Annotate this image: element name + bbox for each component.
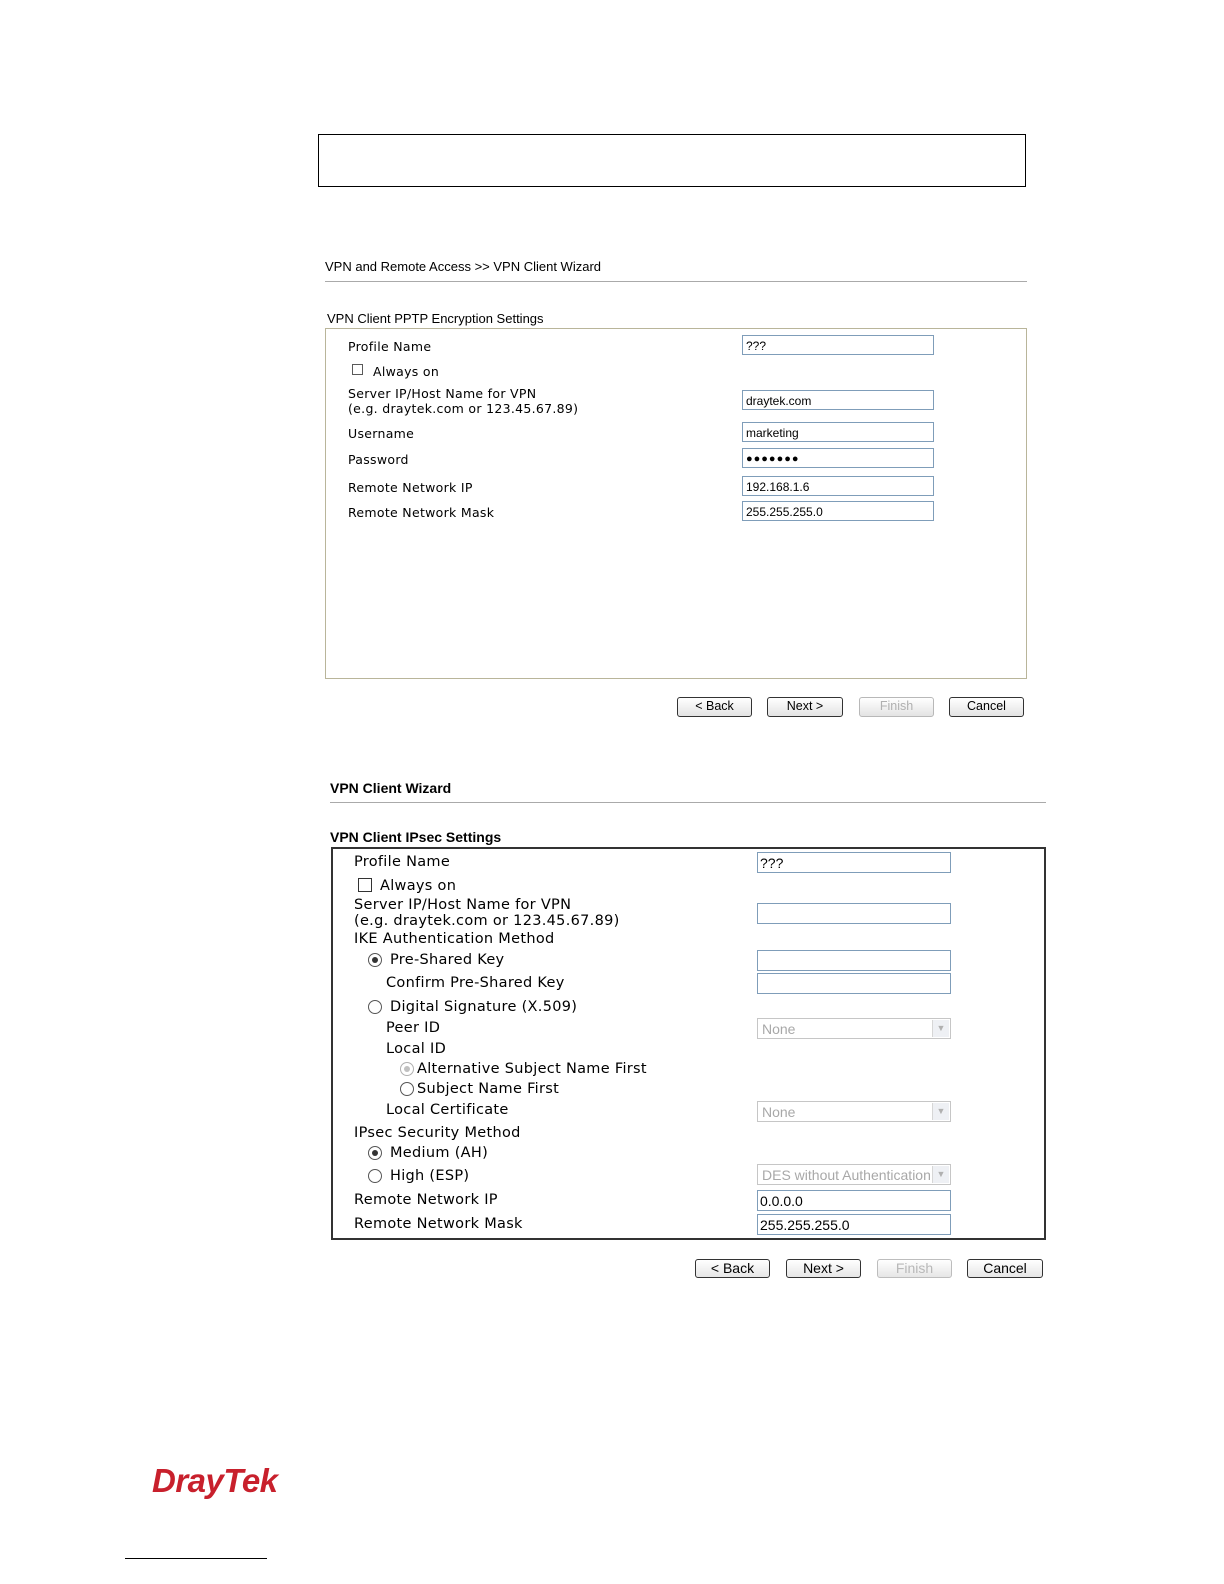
digital-signature-label: Digital Signature (X.509) <box>390 999 578 1015</box>
confirm-psk-label: Confirm Pre-Shared Key <box>386 975 565 991</box>
breadcrumb-divider <box>330 802 1046 803</box>
profile-name-input[interactable]: ??? <box>742 335 934 355</box>
finish-button[interactable]: Finish <box>859 697 934 717</box>
alt-subject-label: Alternative Subject Name First <box>417 1061 647 1077</box>
server-label: Server IP/Host Name for VPN <box>348 386 537 401</box>
peer-id-select[interactable] <box>757 1018 951 1039</box>
peer-id-label: Peer ID <box>386 1020 441 1036</box>
alt-subject-radio[interactable] <box>400 1062 414 1076</box>
server-hint: (e.g. draytek.com or 123.45.67.89) <box>348 401 579 416</box>
confirm-psk-input[interactable] <box>757 973 951 994</box>
subject-name-label: Subject Name First <box>417 1081 560 1097</box>
remote-ip-input[interactable]: 192.168.1.6 <box>742 476 934 496</box>
username-input[interactable]: marketing <box>742 422 934 442</box>
server-input[interactable]: draytek.com <box>742 390 934 410</box>
always-on-label: Always on <box>373 364 440 379</box>
back-button[interactable]: < Back <box>695 1259 770 1278</box>
cancel-button[interactable]: Cancel <box>949 697 1024 717</box>
password-label: Password <box>348 452 409 467</box>
chevron-down-icon: ▼ <box>932 1020 949 1037</box>
remote-mask-input[interactable]: 255.255.255.0 <box>757 1214 951 1235</box>
next-button[interactable]: Next > <box>786 1259 861 1278</box>
section-title: VPN Client IPsec Settings <box>330 829 502 845</box>
remote-ip-label: Remote Network IP <box>354 1192 498 1208</box>
breadcrumb-divider <box>325 281 1027 282</box>
server-input[interactable] <box>757 903 951 924</box>
medium-ah-label: Medium (AH) <box>390 1145 489 1161</box>
profile-name-input[interactable]: ??? <box>757 852 951 873</box>
breadcrumb: VPN and Remote Access >> VPN Client Wizard <box>325 259 602 274</box>
password-input[interactable]: ●●●●●●● <box>742 448 934 468</box>
local-certificate-label: Local Certificate <box>386 1102 509 1118</box>
username-label: Username <box>348 426 415 441</box>
subject-name-radio[interactable] <box>400 1082 414 1096</box>
section-title: VPN Client PPTP Encryption Settings <box>327 311 544 326</box>
high-esp-label: High (ESP) <box>390 1168 470 1184</box>
footer-divider <box>125 1558 267 1559</box>
always-on-label: Always on <box>380 878 457 894</box>
esp-method-value: DES without Authentication <box>762 1167 931 1183</box>
chevron-down-icon: ▼ <box>932 1166 949 1183</box>
remote-mask-label: Remote Network Mask <box>348 505 495 520</box>
local-id-label: Local ID <box>386 1041 447 1057</box>
remote-mask-input[interactable]: 255.255.255.0 <box>742 501 934 521</box>
digital-signature-radio[interactable] <box>368 1000 382 1014</box>
top-note-box <box>318 134 1026 187</box>
pre-shared-key-radio[interactable] <box>368 953 382 967</box>
remote-mask-label: Remote Network Mask <box>354 1216 523 1232</box>
remote-ip-label: Remote Network IP <box>348 480 473 495</box>
server-hint: (e.g. draytek.com or 123.45.67.89) <box>354 913 620 929</box>
local-certificate-select[interactable] <box>757 1101 951 1122</box>
peer-id-value: None <box>762 1021 796 1037</box>
always-on-checkbox[interactable] <box>358 878 372 892</box>
back-button[interactable]: < Back <box>677 697 752 717</box>
cancel-button[interactable]: Cancel <box>967 1259 1043 1278</box>
finish-button[interactable]: Finish <box>877 1259 952 1278</box>
ike-method-label: IKE Authentication Method <box>354 931 555 947</box>
local-certificate-value: None <box>762 1104 796 1120</box>
high-esp-radio[interactable] <box>368 1169 382 1183</box>
profile-name-label: Profile Name <box>348 339 432 354</box>
pre-shared-key-label: Pre-Shared Key <box>390 952 505 968</box>
medium-ah-radio[interactable] <box>368 1146 382 1160</box>
remote-ip-input[interactable]: 0.0.0.0 <box>757 1190 951 1211</box>
chevron-down-icon: ▼ <box>932 1103 949 1120</box>
profile-name-label: Profile Name <box>354 854 451 870</box>
pre-shared-key-input[interactable] <box>757 950 951 971</box>
server-label: Server IP/Host Name for VPN <box>354 897 572 913</box>
breadcrumb: VPN Client Wizard <box>330 780 452 796</box>
esp-method-select[interactable] <box>757 1164 951 1185</box>
next-button[interactable]: Next > <box>767 697 843 717</box>
draytek-logo: DrayTek <box>152 1462 278 1499</box>
always-on-checkbox[interactable] <box>352 364 363 375</box>
ipsec-method-label: IPsec Security Method <box>354 1125 521 1141</box>
